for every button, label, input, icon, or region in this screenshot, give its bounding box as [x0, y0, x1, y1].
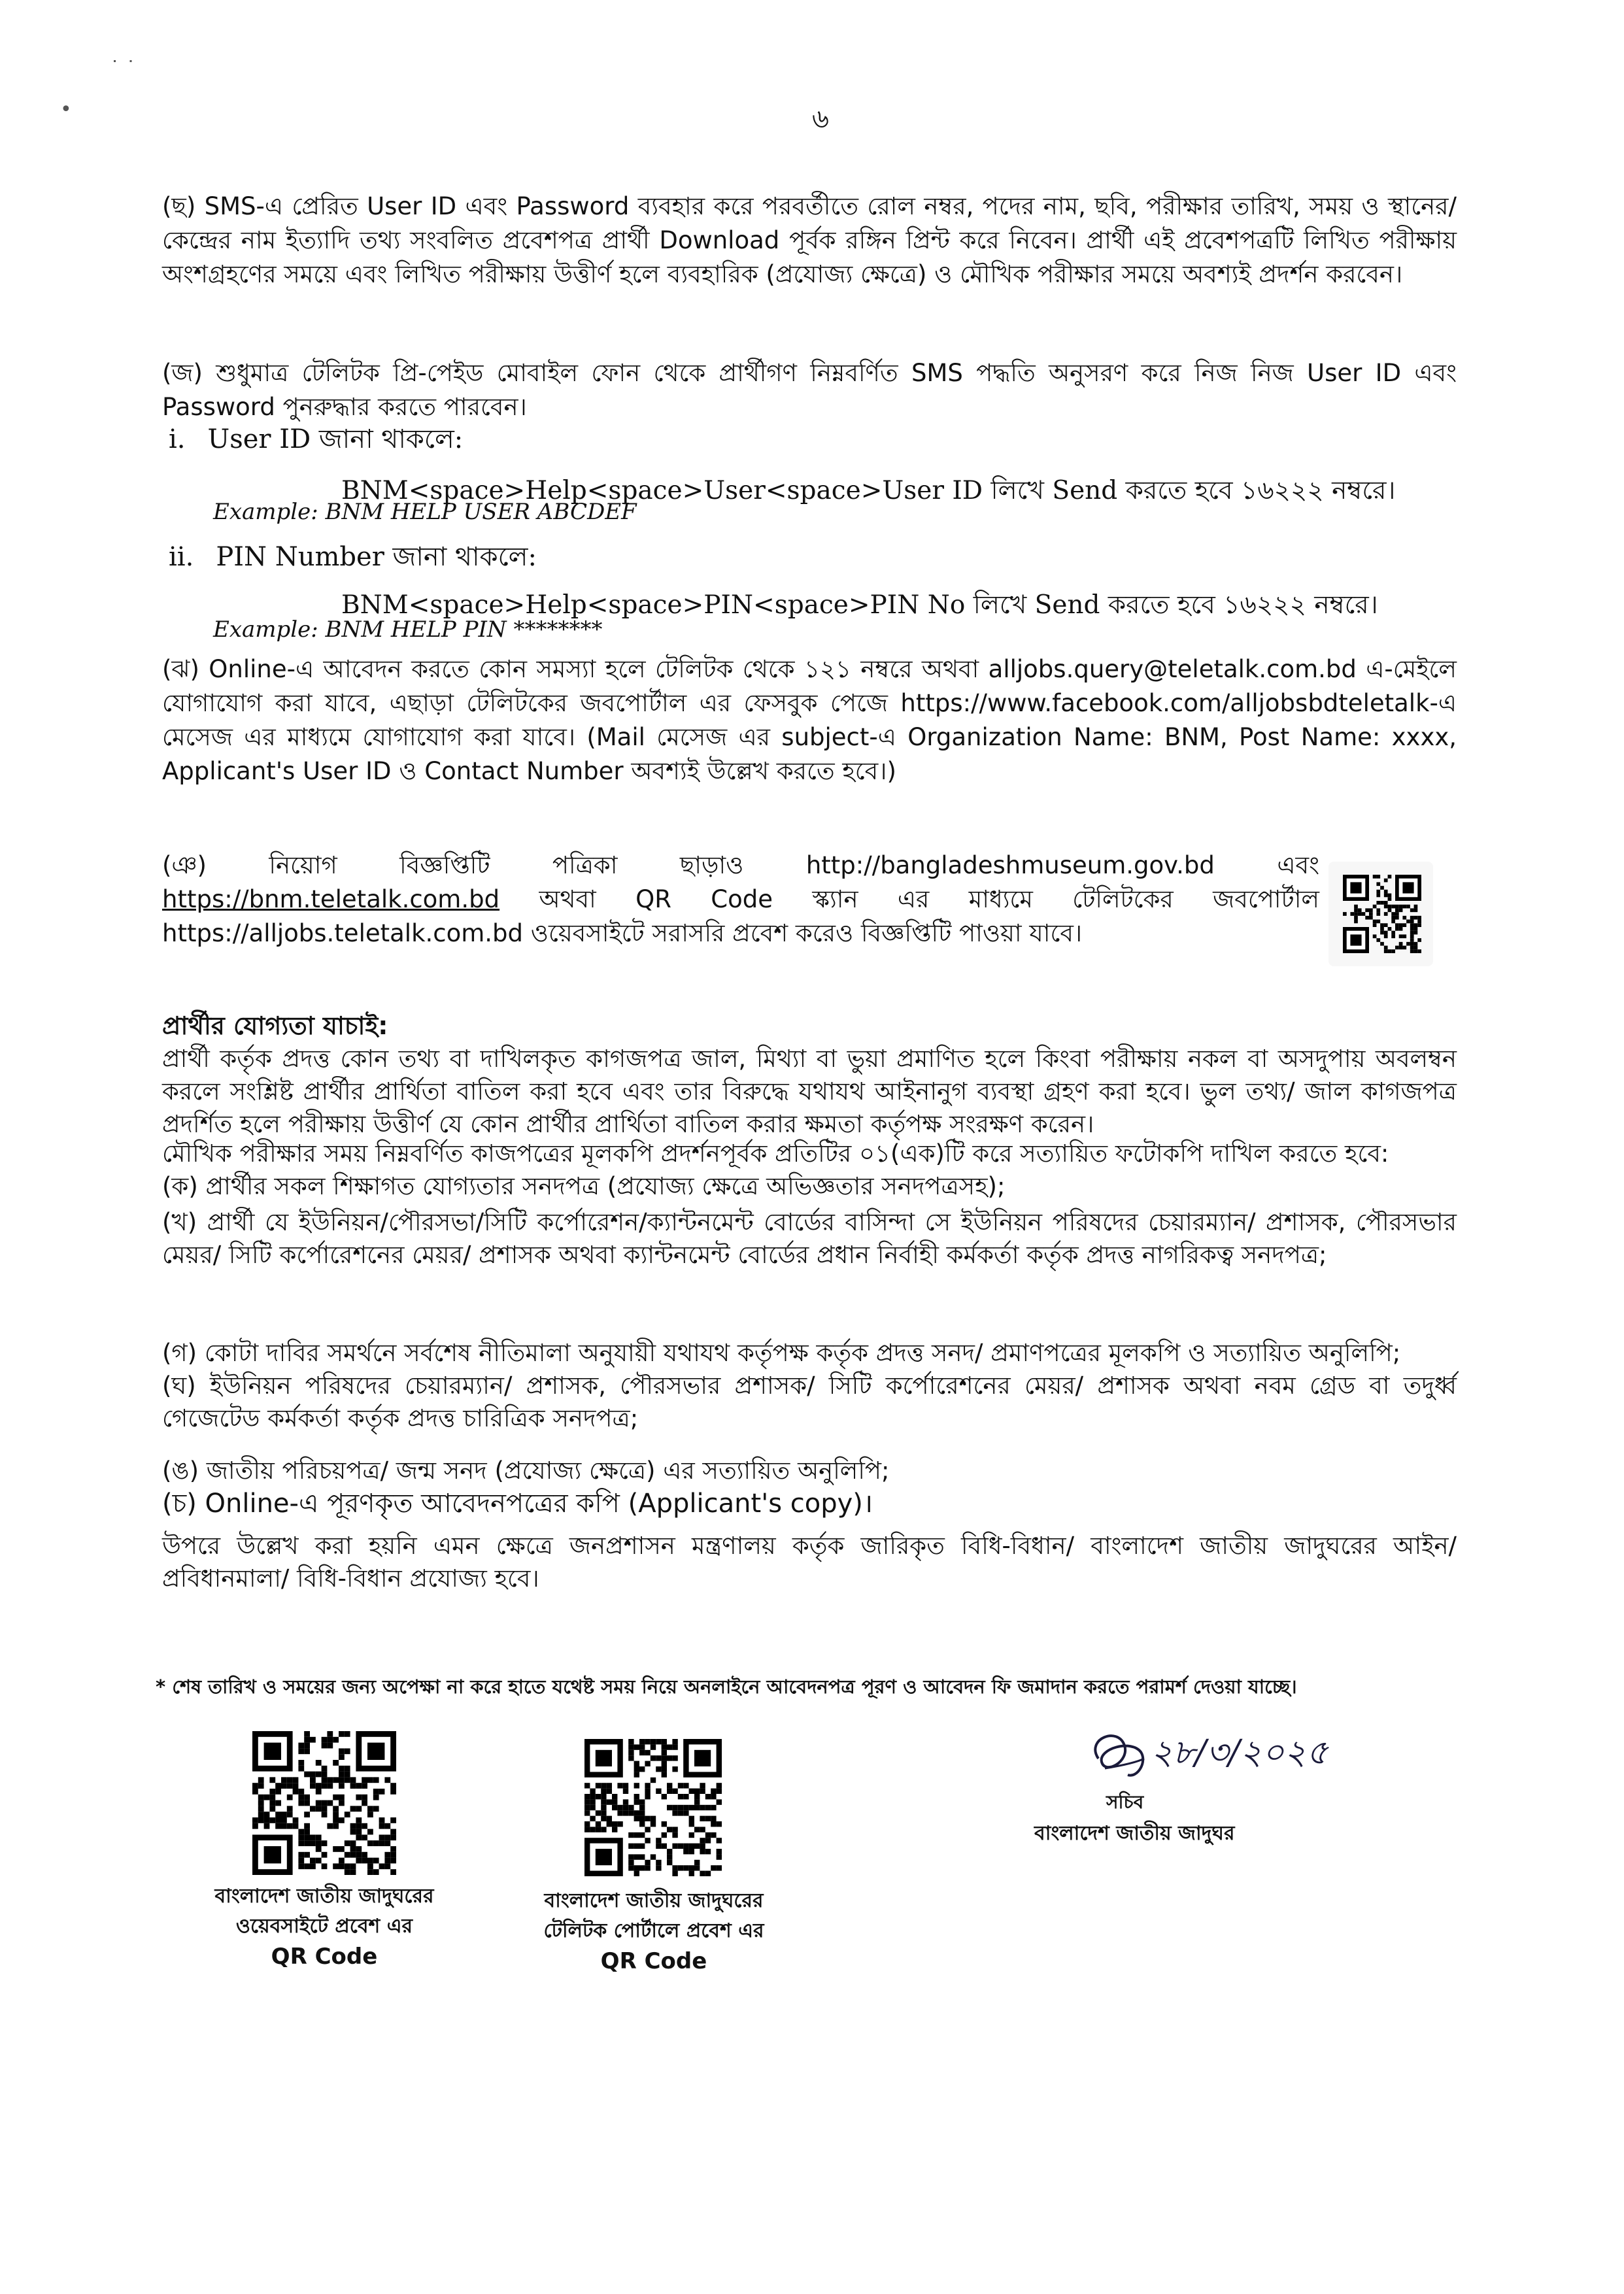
para-jha: (ঝ) Online-এ আবেদন করতে কোন সমস্যা হলে টেলিটক থেকে ১২১ নম্বরে অথবা alljobs.query@teletalk.com.bd এ-মেইলে যোগাযোগ করা যাবে, এছাড়া টেলিটকের জবপোর্টাল এর ফেসবুক পেজে https://www.facebook.com/alljobsbdteletalk-এ মেসেজ এর মাধ্যমে যোগাযোগ করা যাবে। (Mail মেসেজ এর subject-এ Organization Name: BNM, Post Name: xxxx, Applicant's User ID ও Contact Number অবশ্যই উল্লেখ করতে হবে।) — [162, 655, 1457, 785]
sms-example: Example: BNM HELP USER ABCDEF — [213, 499, 637, 525]
qr-left-caption — [194, 1881, 455, 1972]
para-chha: (ছ) SMS-এ প্রেরিত User ID এবং Password ব্যবহার করে পরবর্তীতে রোল নম্বর, পদের নাম, ছবি, পরীক্ষার তারিখ, সময় ও স্থানের/ কেন্দ্রের নাম ইত্যাদি তথ্য সংবলিত প্রবেশপত্র প্রার্থী Download পূর্বক রঙ্গিন প্রিন্ট করে নিবেন। প্রার্থী এই প্রবেশপত্রটি লিখিত পরীক্ষায় অংশগ্রহণের সময়ে এবং লিখিত পরীক্ষায় উত্তীর্ণ হলে ব্যবহারিক (প্রযোজ্য ক্ষেত্রে) ও মৌখিক পরীক্ষার সময়ে অবশ্যই প্রদর্শন করবেন। — [162, 192, 1457, 288]
caption-line: বাংলাদেশ জাতীয় জাদুঘরের — [544, 1889, 764, 1912]
para-nya-suffix: অথবা QR Code স্ক্যান এর মাধ্যমে টেলিটকের জবপোর্টাল https://alljobs.teletalk.com.bd ওয়েবসাইটে সরাসরি প্রবেশ করেও বিজ্ঞপ্তিটি পাওয়া যাবে। — [162, 885, 1319, 947]
teletalk-link[interactable]: https://bnm.teletalk.com.bd — [162, 885, 500, 913]
sms-example: Example: BNM HELP PIN ******** — [213, 616, 603, 643]
museum-website-qr-code[interactable] — [252, 1731, 396, 1875]
page-number: ৬ — [811, 104, 829, 134]
item-title: User ID জানা থাকলে: — [207, 424, 464, 454]
eligibility-item-cha: (চ) Online-এ পূরণকৃত আবেদনপত্রের কপি (Applicant's copy)। — [162, 1489, 873, 1519]
item-i-heading — [169, 418, 463, 462]
scan-mark: ˙ ˙ — [110, 58, 136, 80]
deadline-note: * শেষ তারিখ ও সময়ের জন্য অপেক্ষা না করে হাতে যথেষ্ট সময় নিয়ে অনলাইনে আবেদনপত্র পূরণ ও আবেদন ফি জমাদান করতে পরামর্শ দেওয়া যাচ্ছে। — [156, 1676, 1297, 1698]
para-nya-prefix: (ঞ) নিয়োগ বিজ্ঞপ্তিটি পত্রিকা ছাড়াও http://bangladeshmuseum.gov.bd এবং — [162, 851, 1319, 879]
caption-line: QR Code — [600, 1948, 707, 1974]
qr-right-caption — [523, 1886, 785, 1976]
caption-line: বাংলাদেশ জাতীয় জাদুঘরের — [214, 1885, 434, 1908]
eligibility-item-ga: (গ) কোটা দাবির সমর্থনে সর্বশেষ নীতিমালা অনুযায়ী যথাযথ কর্তৃপক্ষ কর্তৃক প্রদত্ত সনদ/ প্রমাণপত্রের মূলকপি ও সত্যায়িত অনুলিপি; — [162, 1339, 1401, 1367]
para-nya — [162, 849, 1319, 951]
eligibility-closing: উপরে উল্লেখ করা হয়নি এমন ক্ষেত্রে জনপ্রশাসন মন্ত্রণালয় কর্তৃক জারিকৃত বিধি-বিধান/ বাংলাদেশ জাতীয় জাদুঘরের আইন/ প্রবিধানমালা/ বিধি-বিধান প্রযোজ্য হবে। — [162, 1532, 1457, 1593]
eligibility-item-kha: (খ) প্রার্থী যে ইউনিয়ন/পৌরসভা/সিটি কর্পোরেশন/ক্যান্টনমেন্ট বোর্ডের বাসিন্দা সে ইউনিয়ন পরিষদের চেয়ারম্যান/ প্রশাসক, পৌরসভার মেয়র/ সিটি কর্পোরেশনের মেয়র/ প্রশাসক অথবা ক্যান্টনমেন্ট বোর্ডের প্রধান নির্বাহী কর্মকর্তা কর্তৃক প্রদত্ত নাগরিকত্ব সনদপত্র; — [162, 1208, 1457, 1269]
sms-command: BNM<space>Help<space>User<space>User ID লিখে Send করতে হবে ১৬২২২ নম্বরে। — [341, 476, 1396, 505]
roman-numeral: ii. — [169, 542, 194, 572]
caption-line: ওয়েবসাইটে প্রবেশ এর — [235, 1915, 413, 1938]
scan-mark: • — [60, 98, 72, 121]
eligibility-item-ka: (ক) প্রার্থীর সকল শিক্ষাগত যোগ্যতার সনদপত্র (প্রযোজ্য ক্ষেত্রে অভিজ্ঞতার সনদপত্রসহ); — [162, 1172, 1006, 1200]
item-ii-heading — [169, 536, 537, 580]
eligibility-para2: মৌখিক পরীক্ষার সময় নিম্নবর্ণিত কাজপত্রের মূলকপি প্রদর্শনপূর্বক প্রতিটির ০১(এক)টি করে সত্যায়িত ফটোকপি দাখিল করতে হবে: — [162, 1139, 1389, 1168]
eligibility-item-nga: (ঙ) জাতীয় পরিচয়পত্র/ জন্ম সনদ (প্রযোজ্য ক্ষেত্রে) এর সত্যায়িত অনুলিপি; — [162, 1457, 890, 1485]
sms-command: BNM<space>Help<space>PIN<space>PIN No লিখে Send করতে হবে ১৬২২২ নম্বরে। — [341, 590, 1378, 620]
signatory-organization: বাংলাদেশ জাতীয় জাদুঘর — [1034, 1822, 1235, 1845]
para-ja: (জ) শুধুমাত্র টেলিটক প্রি-পেইড মোবাইল ফোন থেকে প্রার্থীগণ নিম্নবর্ণিত SMS পদ্ধতি অনুসরণ করে নিজ নিজ User ID এবং Password পুনরুদ্ধার করতে পারবেন। — [162, 359, 1457, 421]
item-title: PIN Number জানা থাকলে: — [216, 542, 537, 572]
caption-line: QR Code — [271, 1944, 378, 1970]
eligibility-item-gha: (ঘ) ইউনিয়ন পরিষদের চেয়ারম্যান/ প্রশাসক, পৌরসভার প্রশাসক/ সিটি কর্পোরেশনের মেয়র/ প্রশাসক অথবা নবম গ্রেড বা তদুর্ধ্ব গেজেটেড কর্মকর্তা কর্তৃক প্রদত্ত চারিত্রিক সনদপত্র; — [162, 1372, 1457, 1432]
teletalk-portal-qr-code[interactable] — [584, 1739, 722, 1876]
roman-numeral: i. — [169, 424, 186, 454]
eligibility-para1: প্রার্থী কর্তৃক প্রদত্ত কোন তথ্য বা দাখিলকৃত কাগজপত্র জাল, মিথ্যা বা ভুয়া প্রমাণিত হলে কিংবা পরীক্ষায় নকল বা অসদুপায় অবলম্বন করলে সংশ্লিষ্ট প্রার্থীর প্রার্থিতা বাতিল করা হবে এবং তার বিরুদ্ধে যথাযথ আইনানুগ ব্যবস্থা গ্রহণ করা হবে। ভুল তথ্য/ জাল কাগজপত্র প্রদর্শিত হলে পরীক্ষায় উত্তীর্ণ যে কোন প্রার্থীর প্রার্থিতা বাতিল করার ক্ষমতা কর্তৃপক্ষ সংরক্ষণ করেন। — [162, 1045, 1457, 1138]
qr-code-small[interactable] — [1343, 875, 1421, 953]
handwritten-signature — [1079, 1713, 1379, 1798]
signatory-role: সচিব — [1106, 1791, 1144, 1813]
caption-line: টেলিটক পোর্টালে প্রবেশ এর — [543, 1919, 764, 1942]
eligibility-heading: প্রার্থীর যোগ্যতা যাচাই: — [162, 1011, 388, 1040]
signature-date: ২৮/৩/২০২৫ — [1151, 1733, 1328, 1772]
